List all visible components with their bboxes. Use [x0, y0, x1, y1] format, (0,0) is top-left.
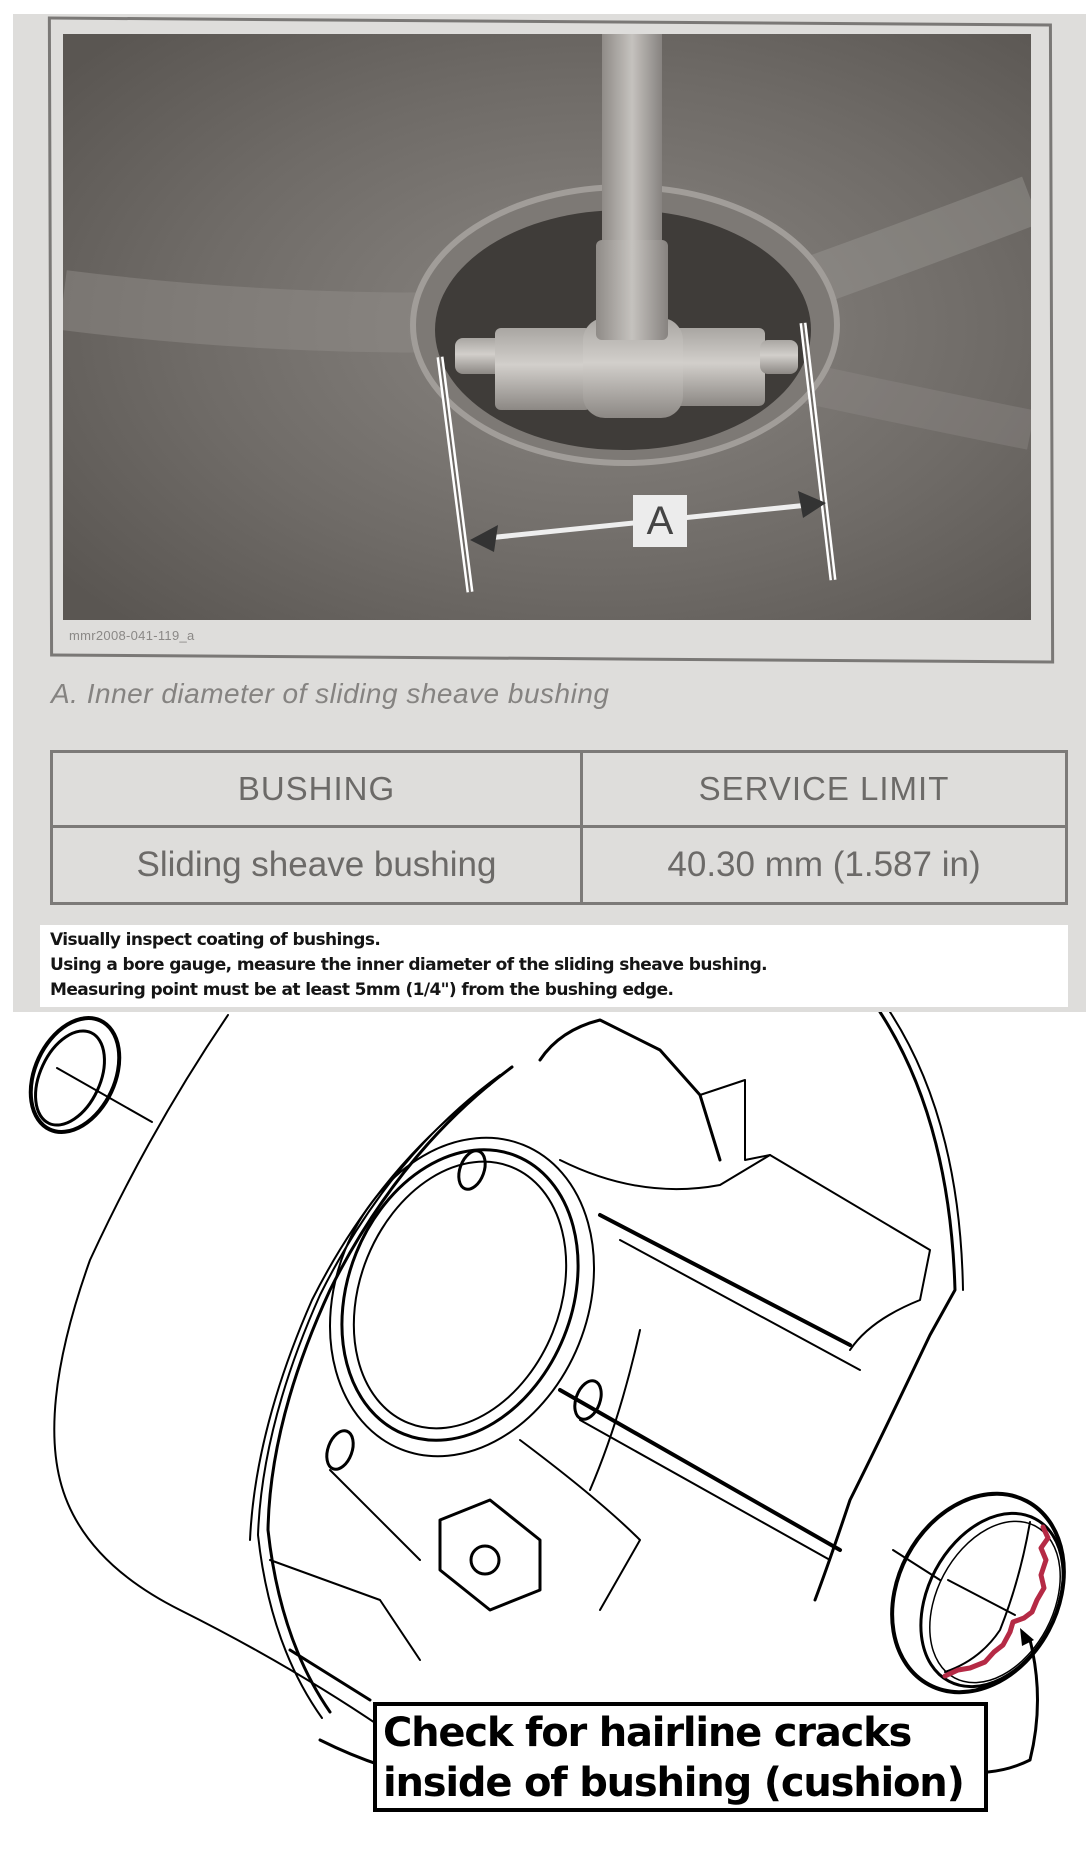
inspection-notes — [40, 925, 1068, 1007]
measurement-label-box — [633, 495, 687, 547]
service-limit-table — [50, 750, 1068, 905]
note-line: Visually inspect coating of bushings. — [50, 930, 381, 950]
bore-gauge-illustration — [63, 34, 1031, 620]
measurement-label: A — [646, 499, 674, 543]
cell-service-limit-value: 40.30 mm (1.587 in) — [582, 827, 1067, 904]
callout-line: inside of bushing (cushion) — [383, 1760, 964, 1806]
callout-line: Check for hairline cracks — [383, 1710, 912, 1756]
column-header-service-limit: SERVICE LIMIT — [582, 752, 1067, 827]
bushing-cushion-icon — [859, 1464, 1086, 1723]
table-row — [52, 827, 1067, 904]
figure-code: mmr2008-041-119_a — [69, 628, 195, 643]
figure-caption: A. Inner diameter of sliding sheave bushing — [51, 678, 610, 709]
bore-gauge-photo — [63, 34, 1031, 620]
table-header-row — [52, 752, 1067, 827]
note-line: Using a bore gauge, measure the inner diameter of the sliding sheave bushing. — [50, 955, 768, 975]
small-bushing-icon — [13, 1012, 152, 1146]
column-header-bushing: BUSHING — [52, 752, 582, 827]
crack-inspection-callout — [373, 1702, 988, 1812]
cell-bushing-name: Sliding sheave bushing — [52, 827, 582, 904]
note-line: Measuring point must be at least 5mm (1/4") from the bushing edge. — [50, 980, 674, 1000]
